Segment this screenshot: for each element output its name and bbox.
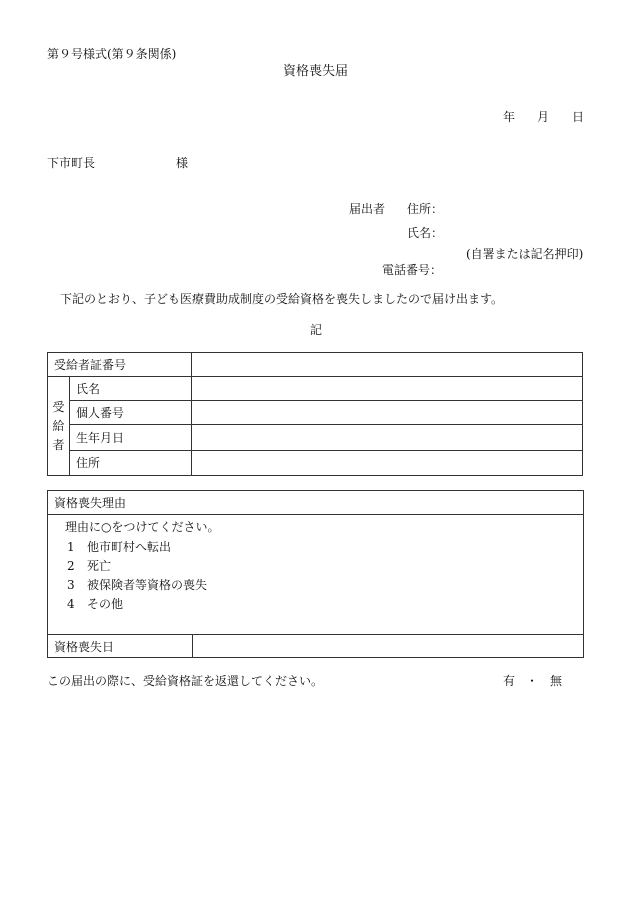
applicant-seal-note: (自署または記名押印) bbox=[466, 247, 584, 261]
row-value-name bbox=[192, 377, 583, 401]
row-label-name: 氏名 bbox=[70, 377, 192, 401]
recipient-table bbox=[47, 352, 583, 476]
loss-date-row bbox=[48, 634, 583, 658]
reason-text: 他市町村へ転出 bbox=[87, 540, 172, 554]
reason-text: その他 bbox=[87, 597, 124, 611]
addressee-suffix: 様 bbox=[176, 156, 189, 170]
loss-reason-header: 資格喪失理由 bbox=[54, 496, 127, 510]
row-value-birthdate bbox=[192, 425, 583, 451]
option-yes: 有 bbox=[503, 674, 516, 688]
cert-number-value bbox=[192, 353, 583, 377]
statement: 下記のとおり、子ども医療費助成制度の受給資格を喪失しましたので届け出ます。 bbox=[60, 292, 504, 306]
date-year-label: 年 bbox=[503, 110, 516, 124]
form-number: 第９号様式(第９条関係) bbox=[47, 47, 177, 61]
loss-date-divider bbox=[192, 635, 193, 658]
date-month-label: 月 bbox=[537, 110, 550, 124]
ki-label: 記 bbox=[310, 323, 323, 337]
recipient-label bbox=[48, 377, 70, 476]
row-value-address bbox=[192, 451, 583, 476]
date-day-label: 日 bbox=[572, 110, 585, 124]
reason-num: 4 bbox=[67, 597, 75, 611]
reason-text: 被保険者等資格の喪失 bbox=[87, 578, 208, 592]
cert-number-label: 受給者証番号 bbox=[48, 353, 192, 377]
row-label-address: 住所 bbox=[70, 451, 192, 476]
option-no: 無 bbox=[550, 674, 563, 688]
reason-num: 3 bbox=[67, 578, 75, 592]
reason-text: 死亡 bbox=[87, 559, 112, 573]
reason-num: 1 bbox=[67, 540, 75, 554]
recipient-label-char: 者 bbox=[52, 437, 65, 452]
row-label-birthdate: 生年月日 bbox=[70, 425, 192, 451]
applicant-phone-label: 電話番号： bbox=[382, 263, 443, 277]
applicant-heading: 届出者 bbox=[349, 202, 386, 216]
footer-note: この届出の際に、受給資格証を返還してください。 bbox=[47, 674, 324, 688]
option-separator: ・ bbox=[526, 674, 539, 688]
recipient-label-char: 受 bbox=[52, 399, 65, 414]
page-title: 資格喪失届 bbox=[283, 64, 349, 79]
loss-date-label: 資格喪失日 bbox=[54, 640, 115, 654]
applicant-address-label: 住所： bbox=[407, 202, 444, 216]
loss-reason-box bbox=[47, 490, 584, 658]
loss-reason-header-row bbox=[48, 491, 583, 515]
applicant-name-label: 氏名： bbox=[407, 226, 444, 240]
reason-num: 2 bbox=[67, 559, 75, 573]
row-value-personal-number bbox=[192, 401, 583, 425]
recipient-label-char: 給 bbox=[52, 418, 65, 433]
reason-instruction: 理由に○をつけてください。 bbox=[65, 520, 220, 534]
row-label-personal-number: 個人番号 bbox=[70, 401, 192, 425]
addressee-name: 下市町長 bbox=[47, 156, 96, 170]
